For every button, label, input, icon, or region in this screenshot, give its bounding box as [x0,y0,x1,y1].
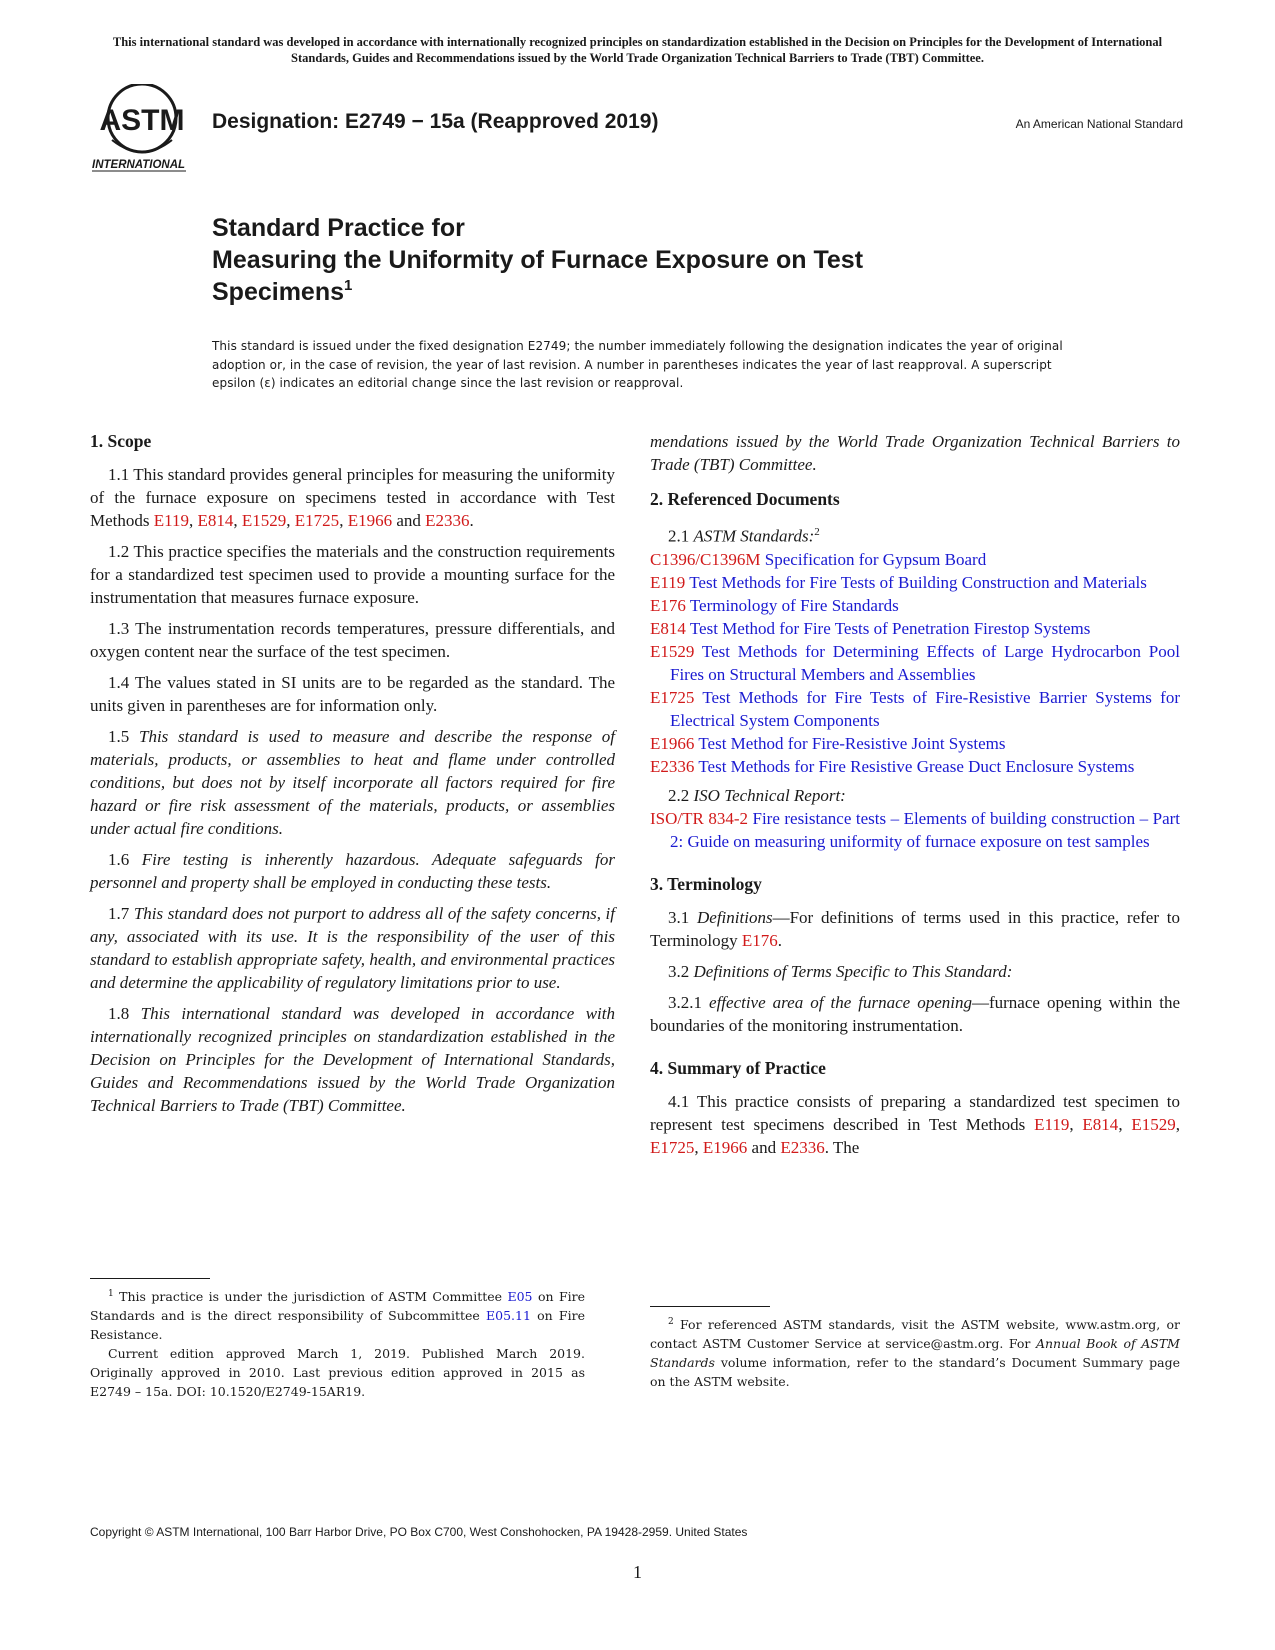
text: 4.1 This practice consists of preparing a standardized test specimen to represent test specimens described in Test Methods [650,1091,1180,1134]
p1-1-text: 1.1 This standard provides general principles for measuring the uniformity of the furnace exposure on specimens tested in accordance with Test Methods [90,465,615,530]
sep: , [1069,1114,1083,1134]
reference-item[interactable] [650,686,1180,732]
ref-code[interactable]: ISO/TR 834-2 [650,808,748,828]
reference-item[interactable] [650,617,1180,640]
footnote-rule [650,1306,770,1307]
p1-5-text: This standard is used to measure and describe the response of materials, products, or assemblies to heat and flame under controlled conditions, but does not by itself incorporate all factors required for fire hazard or fire risk assessment of the materials, products, or assemblies under actual fire conditions. [90,727,615,838]
and: and [747,1137,781,1157]
link-e119[interactable]: E119 [153,511,190,530]
sep: , [694,1137,703,1157]
ref-title[interactable]: Test Method for Fire-Resistive Joint Systems [694,733,1006,753]
astm-logo-icon [90,84,200,174]
link-e05[interactable]: E05 [507,1289,533,1305]
num: 1.8 [108,1004,141,1023]
ref-code[interactable]: E814 [650,618,686,638]
num: 2.1 [668,526,694,546]
sub-title: ISO Technical Report: [693,785,846,805]
national-standard-label: An American National Standard [1015,117,1183,131]
title-word: Specimens [212,278,345,306]
num: 3.2 [668,961,694,981]
astm-logo-text: ASTM [99,104,185,137]
sub-title: ASTM Standards: [693,526,815,546]
title-line-2: Measuring the Uniformity of Furnace Exposure on Test [212,246,864,274]
page-number: 1 [633,1562,642,1582]
ref-code[interactable]: C1396/C1396M [650,549,761,569]
reference-item[interactable] [650,594,1180,617]
footnote-1-jurisdiction [90,1285,585,1344]
fn-text: on Fire Standards and is the direct responsibility of Subcommittee [90,1289,585,1324]
link-e1725[interactable]: E1725 [294,511,340,530]
sep: , [339,511,348,530]
num: 3.2.1 [668,992,710,1012]
num: 1.7 [108,904,134,923]
num: 1.6 [108,850,142,869]
reference-item-iso[interactable] [650,807,1180,853]
num: 2.2 [668,785,694,805]
text: Definitions of Terms Specific to This Standard: [693,961,1013,981]
end: . The [824,1137,860,1157]
astm-logo-sub: INTERNATIONAL [92,159,186,171]
reference-item[interactable] [650,640,1180,686]
ref-code[interactable]: E1966 [650,733,695,753]
section-heading-terminology: 3. Terminology [650,873,762,894]
link-e2336[interactable]: E2336 [425,511,470,530]
sep: , [1175,1114,1181,1134]
sep: , [189,511,198,530]
ref-title[interactable]: Test Method for Fire Tests of Penetration Firestop Systems [685,618,1091,638]
link-e2336[interactable]: E2336 [780,1137,825,1157]
fn-text: on Fire Resistance. [90,1308,585,1343]
subsection-2-1 [668,521,1180,548]
paragraph-1-3: 1.3 The instrumentation records temperatures, pressure differentials, and oxygen content near the surface of the test specimen. [90,619,615,661]
paragraph-1-2: 1.2 This practice specifies the materials and the construction requirements for a standardized test specimen used to provide a mounting surface for the instrumentation that measures furnace exposure. [90,542,615,607]
ref-title[interactable]: Test Methods for Fire Tests of Building Construction and Materials [685,572,1147,592]
paragraph-1-4: 1.4 The values stated in SI units are to be regarded as the standard. The units given in parentheses are for information only. [90,673,615,715]
reference-item[interactable] [650,548,1180,571]
ref-title[interactable]: Test Methods for Fire Tests of Fire-Resistive Barrier Systems for Electrical System Components [670,687,1180,730]
ref-title[interactable]: Terminology of Fire Standards [685,595,899,615]
num: 3.1 [668,907,698,927]
section-heading-referenced: 2. Referenced Documents [650,489,840,509]
footnote-1-edition: Current edition approved March 1, 2019. Published March 2019. Originally approved in 2010. Last previous edition approved in 2015 as E2749 – 15a. DOI: 10.1520/E2749-15AR19. [90,1346,585,1400]
link-e1966[interactable]: E1966 [702,1137,748,1157]
link-e1529[interactable]: E1529 [1131,1114,1176,1134]
p1-7-text: This standard does not purport to address all of the safety concerns, if any, associated with its use. It is the responsibility of the user of this standard to establish appropriate safety, health, and environmental practices and determine the applicability of regulatory limitations prior to use. [90,904,615,992]
ref-code[interactable]: E1725 [650,687,695,707]
fn-text: volume information, refer to the standard’s Document Summary page on the ASTM website. [650,1355,1180,1390]
fn-mark: 2 [814,526,820,538]
text: —For definitions of terms used in this practice, refer to Terminology [650,907,1180,950]
link-e1529[interactable]: E1529 [241,511,287,530]
text: —furnace opening within the boundaries of the monitoring instrumentation. [650,992,1180,1035]
link-e119[interactable]: E119 [1034,1114,1070,1134]
paragraph-1-6 [90,848,615,894]
link-e1725[interactable]: E1725 [650,1137,695,1157]
term: Definitions [697,907,773,927]
subsection-2-2 [668,784,1180,807]
copyright-notice: Copyright © ASTM International, 100 Barr Harbor Drive, PO Box C700, West Conshohocken, PA 19428-2959. United States [90,1525,748,1539]
title-footnote-mark: 1 [344,277,353,294]
fn-mark: 1 [108,1289,114,1299]
reference-item[interactable] [650,571,1180,594]
paragraph-1-7 [90,902,615,994]
sep: , [233,511,242,530]
p1-6-text: Fire testing is inherently hazardous. Adequate safeguards for personnel and property shall be employed in conducting these tests. [90,850,616,892]
ref-title[interactable]: Test Methods for Fire Resistive Grease Duct Enclosure Systems [694,756,1135,776]
ref-code[interactable]: E119 [650,572,686,592]
fn-italic: Annual Book of ASTM Standards [650,1336,1180,1371]
issuance-statement: This standard is issued under the fixed designation E2749; the number immediately following the designation indicates the year of original adoption or, in the case of revision, the year of last revision. A number in parentheses indicates the year of last reapproval. A superscript epsilon (ε) indicates an editorial change since the last revision or reapproval. [212,339,1063,390]
ref-title[interactable]: Test Methods for Determining Effects of Large Hydrocarbon Pool Fires on Structural Members and Assemblies [670,641,1180,684]
designation: Designation: E2749 − 15a (Reapproved 2019) [212,110,659,133]
p1-8-text: This international standard was developed in accordance with internationally recognized principles on standardization established in the Decision on Principles for the Development of International Standards, Guides and Recommendations issued by the World Trade Organization Technical Barriers to Trade (TBT) Committee. [90,1004,615,1115]
paragraph-3-2-1 [650,991,1180,1037]
paragraph-1-8-continued: mendations issued by the World Trade Organization Technical Barriers to Trade (TBT) Committee. [650,432,1180,474]
paragraph-3-1 [650,906,1180,952]
link-e814[interactable]: E814 [197,511,234,530]
term: effective area of the furnace opening [709,992,972,1012]
footnote-1 [90,1285,585,1401]
sep: , [286,511,295,530]
ref-code[interactable]: E176 [650,595,686,615]
ref-code[interactable]: E1529 [650,641,695,661]
astm-logo [90,84,200,174]
ref-title[interactable]: Fire resistance tests – Elements of building construction – Part 2: Guide on measuring uniformity of furnace exposure on test samples [670,808,1181,851]
end: . [469,511,474,530]
top-note: This international standard was developed in accordance with internationally recognized principles on standardization established in the Decision on Principles for the Development of International Standards, Guides and Recommendations issued by the World Trade Organization Technical Barriers to Trade (TBT) Committee. [112,35,1163,65]
footnote-2 [650,1313,1180,1391]
num: 1.5 [108,727,139,746]
paragraph-1-8 [90,1002,615,1117]
paragraph-4-1 [650,1090,1180,1159]
and: and [392,511,426,530]
paragraph-1-5 [90,725,615,840]
fn-mark: 2 [668,1317,674,1327]
reference-item[interactable] [650,755,1180,778]
link-e814[interactable]: E814 [1082,1114,1119,1134]
link-e05-11[interactable]: E05.11 [486,1308,531,1324]
left-column [90,430,615,1125]
link-e176[interactable]: E176 [741,930,778,950]
paragraph-1-1 [90,463,615,532]
paragraph-3-2 [650,960,1180,983]
footnote-2-text [650,1313,1180,1391]
link-e1966[interactable]: E1966 [347,511,393,530]
ref-code[interactable]: E2336 [650,756,695,776]
footnote-rule [90,1278,210,1279]
title-line-1: Standard Practice for [212,214,465,242]
right-column [650,430,1180,1167]
reference-list [650,548,1180,778]
title-line-3 [212,276,1092,308]
sep: , [1118,1114,1132,1134]
fn-text: This practice is under the jurisdiction of ASTM Committee [113,1289,508,1305]
document-title [212,212,1092,308]
end: . [777,930,782,950]
section-heading-summary: 4. Summary of Practice [650,1057,826,1078]
reference-item[interactable] [650,732,1180,755]
ref-title[interactable]: Specification for Gypsum Board [760,549,987,569]
fn-text: For referenced ASTM standards, visit the ASTM website, www.astm.org, or contact ASTM Customer Service at service@astm.org. For [650,1317,1180,1352]
section-heading-scope: 1. Scope [90,431,152,451]
